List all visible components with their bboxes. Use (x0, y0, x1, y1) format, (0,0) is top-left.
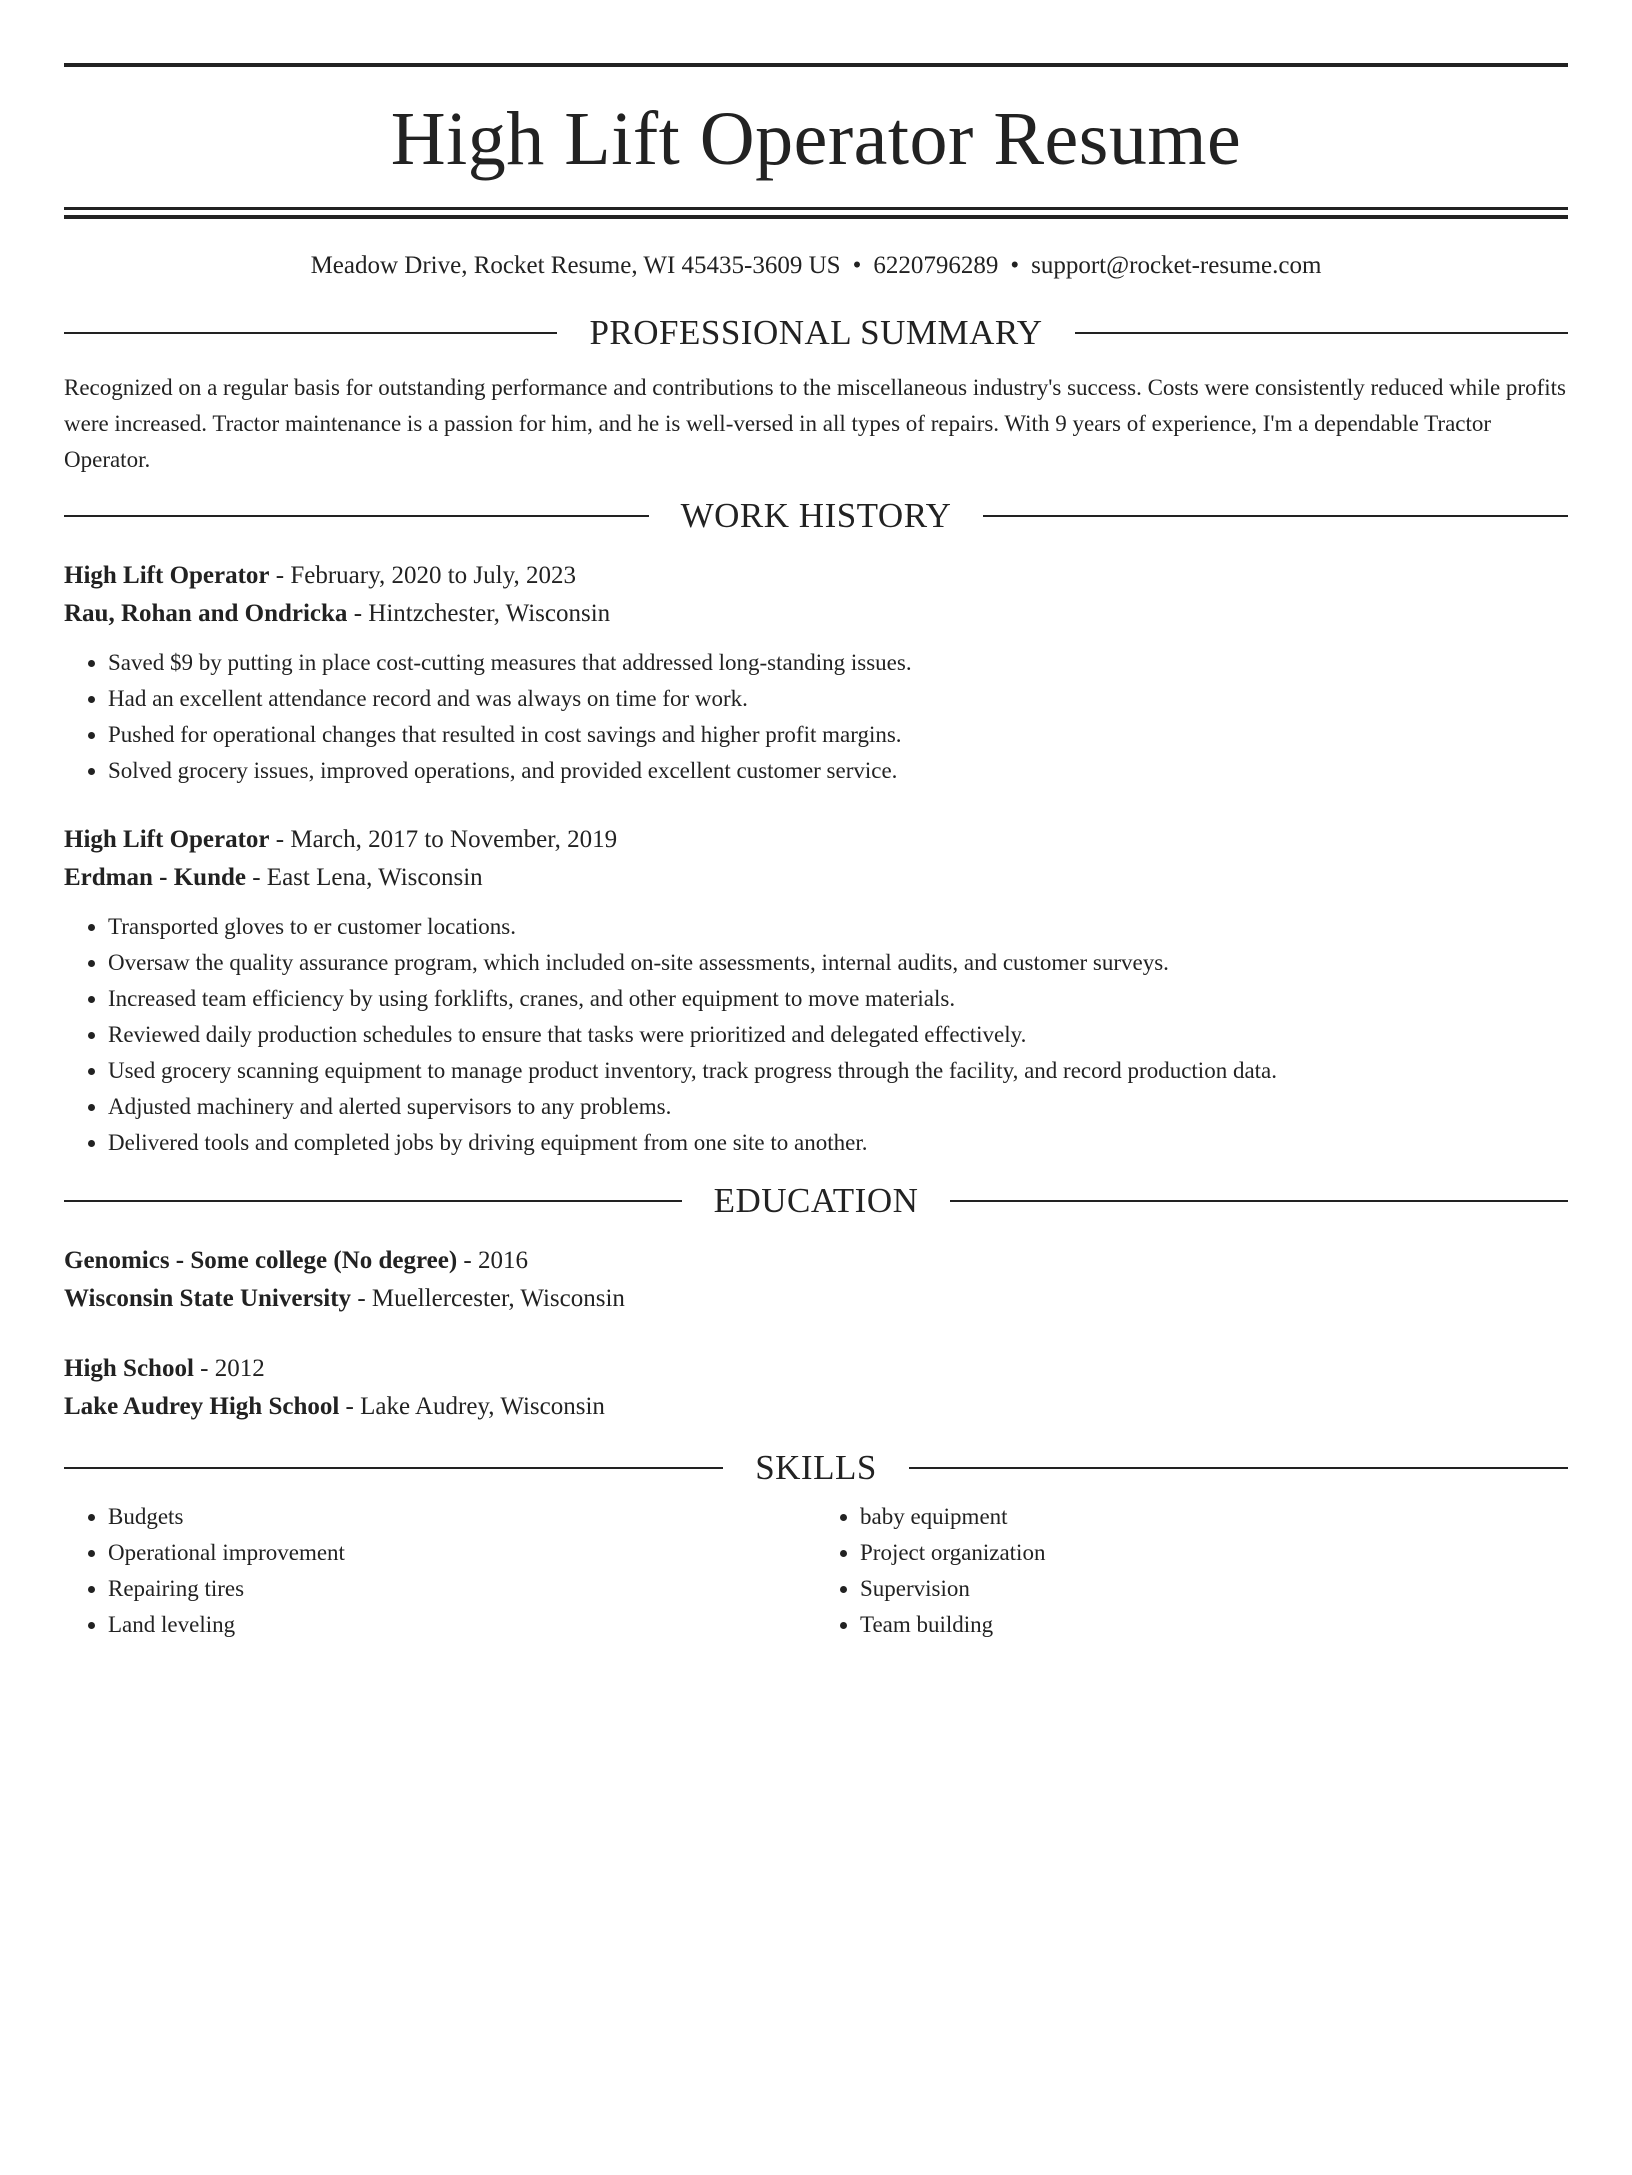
job-company-line (64, 859, 1568, 897)
job-bullet: • Solved grocery issues, improved operations, and provided excellent customer service. (108, 753, 1568, 789)
skill-item: • Team building (860, 1607, 1568, 1643)
job-bullet: • Transported gloves to er customer locations. (108, 909, 1568, 945)
job-company: Erdman - Kunde (64, 864, 246, 891)
contact-phone: 6220796289 (873, 252, 999, 279)
job-bullet: • Delivered tools and completed jobs by driving equipment from one site to another. (108, 1125, 1568, 1161)
job-bullet: • Adjusted machinery and alerted supervisors to any problems. (108, 1089, 1568, 1125)
education-school-line (64, 1388, 1568, 1426)
skills-list (64, 1499, 1568, 1643)
contact-separator: • (852, 252, 862, 279)
section-rule (950, 1200, 1568, 1202)
top-rule (64, 63, 1568, 67)
page-title: High Lift Operator Resume (390, 97, 1242, 181)
job-bullet: • Increased team efficiency by using forklifts, cranes, and other equipment to move materials. (108, 981, 1568, 1017)
resume-page (0, 63, 1632, 2175)
job-entry (64, 821, 1568, 1161)
job-bullets (64, 645, 1568, 789)
job-location: - Hintzchester, Wisconsin (347, 600, 611, 627)
education-degree-line (64, 1242, 1568, 1280)
skill-item: • Operational improvement (108, 1535, 816, 1571)
job-title-line (64, 557, 1568, 595)
job-bullet: • Saved $9 by putting in place cost-cutting measures that addressed long-standing issues. (108, 645, 1568, 681)
section-rule (64, 1467, 723, 1469)
job-bullet: • Pushed for operational changes that resulted in cost savings and higher profit margins. (108, 717, 1568, 753)
education-degree: High School (64, 1355, 194, 1382)
section-rule (64, 1200, 682, 1202)
contact-email[interactable]: support@rocket-resume.com (1031, 252, 1322, 279)
summary-text: Recognized on a regular basis for outstanding performance and contributions to the miscellaneous industry's success. Costs were consistently reduced while profits were increased. Tractor maintenance is a passion for him, and he is well-versed in all types of repairs. With 9 years of experience, I'm a dependable Tractor Operator. (64, 375, 1566, 472)
section-rule (64, 332, 557, 334)
education-location: - Muellercester, Wisconsin (351, 1285, 625, 1312)
education-location: - Lake Audrey, Wisconsin (339, 1393, 605, 1420)
section-title: EDUCATION (713, 1181, 919, 1220)
job-bullet: • Oversaw the quality assurance program, which included on-site assessments, internal audits, and customer surveys. (108, 945, 1568, 981)
contact-separator: • (1010, 252, 1020, 279)
section-rule (983, 515, 1568, 517)
job-title: High Lift Operator (64, 826, 270, 853)
section-header-work (64, 498, 1568, 533)
skill-item: • Project organization (860, 1535, 1568, 1571)
job-location: - East Lena, Wisconsin (245, 864, 483, 891)
job-bullet: • Used grocery scanning equipment to manage product inventory, track progress through the facility, and record production data. (108, 1053, 1568, 1089)
section-rule (1075, 332, 1568, 334)
title-double-rule (64, 207, 1568, 219)
job-company: Rau, Rohan and Ondricka (64, 600, 348, 627)
education-degree-line (64, 1350, 1568, 1388)
job-title-line (64, 821, 1568, 859)
education-year: - 2016 (457, 1247, 528, 1274)
job-entry (64, 557, 1568, 789)
skills-column-right (816, 1499, 1568, 1643)
section-header-skills (64, 1450, 1568, 1485)
section-header-education (64, 1183, 1568, 1218)
skill-item: • Supervision (860, 1571, 1568, 1607)
contact-address: Meadow Drive, Rocket Resume, WI 45435-3609 US (310, 252, 841, 279)
job-bullets (64, 909, 1568, 1161)
education-school-line (64, 1280, 1568, 1318)
section-rule (909, 1467, 1568, 1469)
education-entry (64, 1242, 1568, 1318)
job-dates: - February, 2020 to July, 2023 (269, 562, 576, 589)
job-dates: - March, 2017 to November, 2019 (269, 826, 618, 853)
job-bullet: • Had an excellent attendance record and was always on time for work. (108, 681, 1568, 717)
contact-line (64, 251, 1568, 281)
skill-item: • Land leveling (108, 1607, 816, 1643)
skill-item: • Repairing tires (108, 1571, 816, 1607)
section-title: PROFESSIONAL SUMMARY (589, 313, 1043, 352)
section-header-summary (64, 315, 1568, 350)
section-title: SKILLS (755, 1448, 877, 1487)
job-title: High Lift Operator (64, 562, 270, 589)
education-school: Wisconsin State University (64, 1285, 352, 1312)
education-year: - 2012 (193, 1355, 265, 1382)
job-bullet: • Reviewed daily production schedules to ensure that tasks were prioritized and delegated effectively. (108, 1017, 1568, 1053)
section-title: WORK HISTORY (680, 496, 952, 535)
education-school: Lake Audrey High School (64, 1393, 340, 1420)
section-rule (64, 515, 649, 517)
education-entry (64, 1350, 1568, 1426)
education-degree: Genomics - Some college (No degree) (64, 1247, 458, 1274)
skill-item: • Budgets (108, 1499, 816, 1535)
skills-column-left (64, 1499, 816, 1643)
job-company-line (64, 595, 1568, 633)
skill-item: • baby equipment (860, 1499, 1568, 1535)
